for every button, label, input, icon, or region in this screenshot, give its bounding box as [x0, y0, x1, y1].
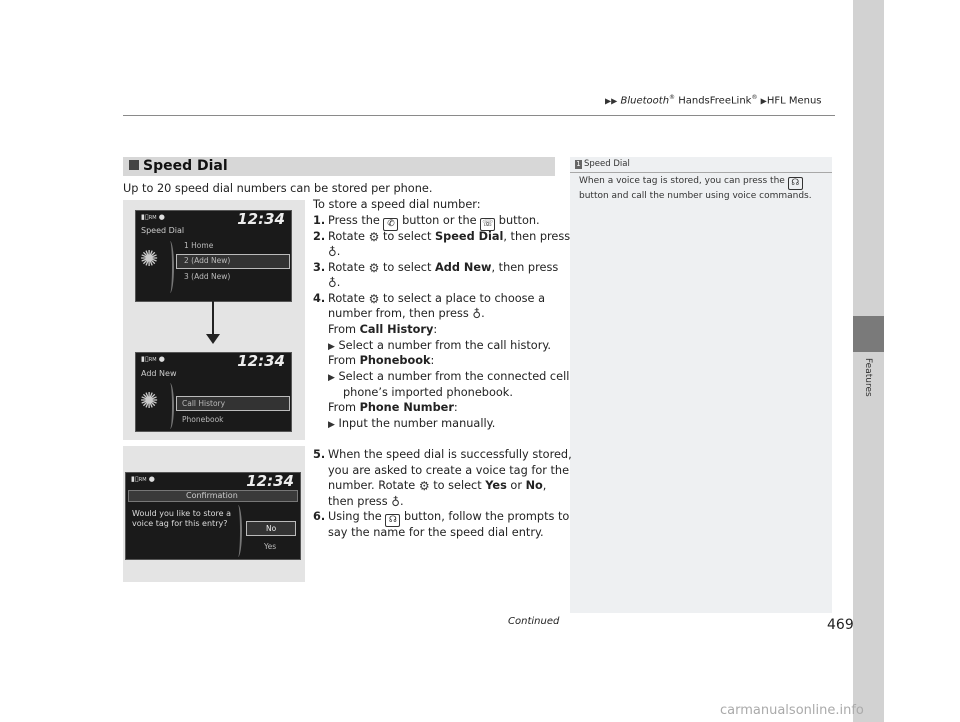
list-item: 2 (Add New)	[184, 256, 231, 265]
screen-title: Speed Dial	[141, 226, 185, 235]
screen-confirmation	[125, 472, 301, 560]
step-5-cont2: number. Rotate ⚙ to select Yes or No,	[328, 479, 547, 493]
watermark: carmanualsonline.info	[720, 703, 864, 718]
step-2: 2. Rotate ⚙ to select Speed Dial, then press	[313, 230, 571, 244]
bullet-arrow-icon: ▶	[328, 342, 335, 352]
note-header: 1 Speed Dial	[576, 159, 630, 169]
phone-button-icon: ✆	[383, 218, 398, 231]
side-tab-label: Features	[863, 358, 873, 397]
bullet-arrow-icon: ▶	[328, 420, 335, 430]
steps-intro: To store a speed dial number:	[313, 198, 481, 211]
step-5: 5. When the speed dial is successfully stored,	[313, 448, 572, 461]
from-phone-number-sub: ▶ Input the number manually.	[328, 417, 496, 430]
step-6: 6. Using the ☊ button, follow the prompts to	[313, 510, 570, 525]
signal-icon: ▮▯RM ●	[141, 213, 165, 221]
from-phonebook: From Phonebook:	[328, 354, 435, 367]
list-item: Call History	[182, 399, 226, 408]
list-item: 3 (Add New)	[184, 272, 231, 281]
note-text: When a voice tag is stored, you can press the ☊ button and call the number using voice commands.	[579, 176, 812, 201]
list-item: Phonebook	[182, 415, 224, 424]
step-4-cont: number from, then press ♁.	[328, 307, 485, 321]
breadcrumb-arrow-icon: ▶	[760, 96, 767, 106]
from-call-history-sub: ▶ Select a number from the call history.	[328, 339, 551, 352]
continued-label: Continued	[508, 616, 560, 627]
clock: 12:34	[237, 210, 285, 228]
section-title: Speed Dial	[129, 157, 228, 176]
pick-up-button-icon: ☏	[482, 219, 494, 229]
from-phonebook-sub: ▶ Select a number from the connected cell	[328, 370, 570, 383]
interface-dial-icon: ⚙	[418, 479, 430, 493]
interface-dial-icon: ⚙	[368, 292, 380, 306]
step-2-cont: ♁.	[328, 245, 341, 259]
from-phonebook-sub2: phone’s imported phonebook.	[343, 386, 513, 399]
breadcrumb-arrow-icon: ▶▶	[605, 96, 618, 106]
interface-dial-icon: ⚙	[368, 261, 380, 275]
dialog-question: Would you like to store a voice tag for this entry?	[132, 509, 232, 528]
screen-title: Add New	[141, 369, 177, 378]
talk-button-icon: ☊	[788, 177, 803, 190]
from-call-history: From Call History:	[328, 323, 438, 336]
screen-add-new	[135, 352, 292, 432]
clock: 12:34	[237, 352, 285, 370]
step-3: 3. Rotate ⚙ to select Add New, then press	[313, 261, 559, 275]
dial-arc	[166, 241, 174, 293]
step-4: 4. Rotate ⚙ to select a place to choose a	[313, 292, 546, 306]
header-divider	[123, 115, 835, 116]
step-1: 1. Press the ✆ button or the ☏ button.	[313, 214, 540, 229]
clock: 12:34	[246, 472, 294, 490]
press-dial-icon: ♁	[328, 245, 337, 259]
step-6-cont: say the name for the speed dial entry.	[328, 526, 544, 539]
talk-button-icon: ☊	[385, 514, 400, 527]
press-dial-icon: ♁	[472, 307, 482, 321]
gear-icon: ✺	[140, 389, 159, 414]
page-number: 469	[827, 617, 854, 633]
breadcrumb: ▶▶ Bluetooth® HandsFreeLink® ▶HFL Menus	[605, 94, 822, 107]
step-5-cont1: you are asked to create a voice tag for the	[328, 464, 570, 477]
signal-icon: ▮▯RM ●	[141, 355, 165, 363]
option-yes: Yes	[264, 542, 277, 551]
signal-icon: ▮▯RM ●	[131, 475, 155, 483]
step-5-cont3: then press ♁.	[328, 495, 404, 509]
option-no: No	[266, 524, 277, 533]
intro-text: Up to 20 speed dial numbers can be stored per phone.	[123, 182, 433, 195]
down-arrow-head	[206, 334, 220, 344]
dial-arc	[234, 505, 242, 557]
bullet-arrow-icon: ▶	[328, 373, 335, 383]
screen-speed-dial	[135, 210, 292, 302]
list-item: 1 Home	[184, 241, 214, 250]
square-bullet-icon	[129, 160, 139, 170]
note-divider	[570, 172, 832, 173]
interface-dial-icon: ⚙	[368, 230, 380, 244]
note-panel	[570, 157, 832, 613]
step-3-cont: ♁.	[328, 276, 341, 290]
from-phone-number: From Phone Number:	[328, 401, 458, 414]
down-arrow-icon	[212, 300, 214, 338]
press-dial-icon: ♁	[328, 276, 337, 290]
dialog-title: Confirmation	[186, 491, 238, 500]
press-dial-icon: ♁	[391, 495, 400, 509]
gear-icon: ✺	[140, 247, 159, 272]
dial-arc	[166, 383, 174, 429]
side-tab-marker	[853, 316, 884, 352]
